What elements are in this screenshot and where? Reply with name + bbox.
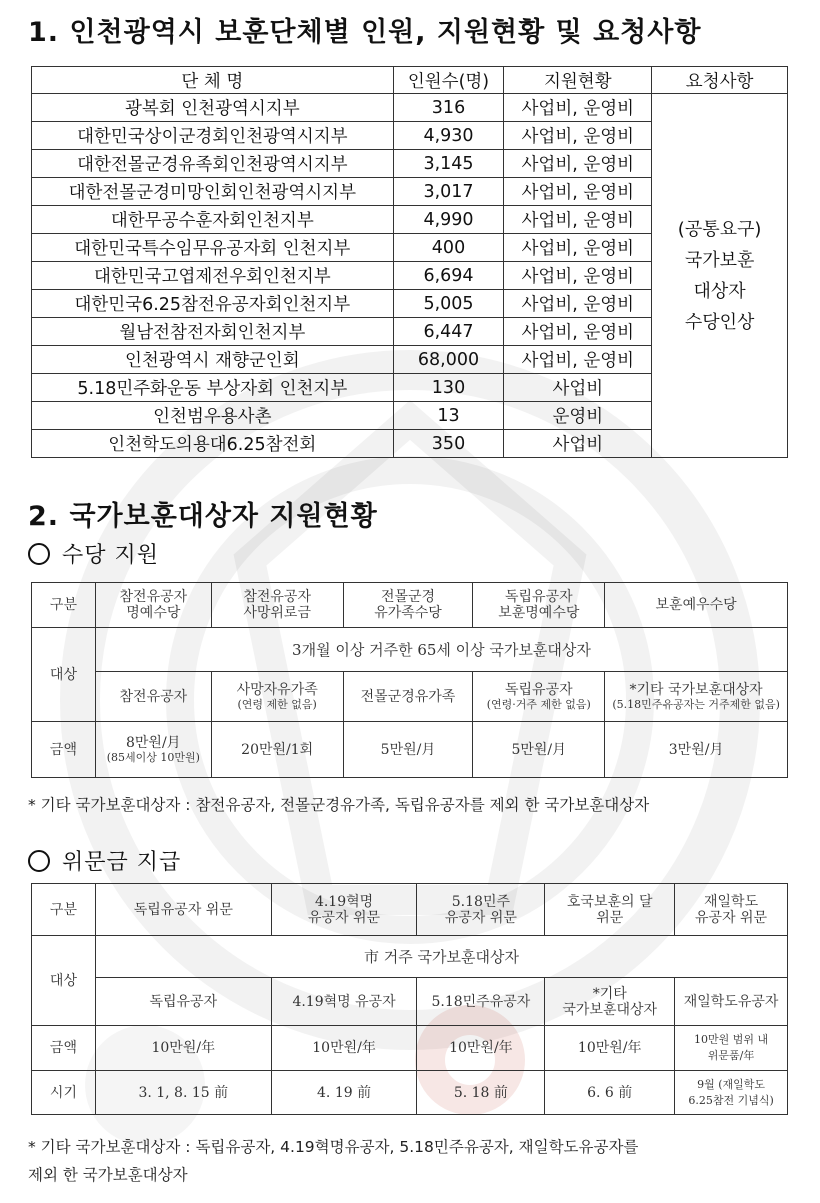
consolation-amount: 10만원/年 bbox=[95, 1026, 271, 1071]
org-name: 인천학도의용대6.25참전회 bbox=[32, 430, 394, 458]
member-count: 4,930 bbox=[393, 122, 504, 150]
org-name: 대한민국상이군경회인천광역시지부 bbox=[32, 122, 394, 150]
table-row bbox=[32, 1026, 788, 1071]
consolation-header: 재일학도 유공자 위문 bbox=[675, 884, 788, 936]
request-line: (공통요구) bbox=[677, 218, 762, 240]
request-line: 대상자 bbox=[693, 280, 746, 302]
section-1-title: 1. 인천광역시 보훈단체별 인원, 지원현황 및 요청사항 bbox=[28, 17, 702, 48]
allowance-target: 전몰군경유가족 bbox=[343, 672, 473, 722]
allowance-table bbox=[31, 582, 788, 778]
org-name: 월남전참전자회인천지부 bbox=[32, 318, 394, 346]
label-amount: 금액 bbox=[32, 722, 96, 778]
consolation-header: 독립유공자 위문 bbox=[95, 884, 271, 936]
allowance-target-common: 3개월 이상 거주한 65세 이상 국가보훈대상자 bbox=[95, 628, 787, 672]
header-support: 지원현황 bbox=[504, 67, 652, 94]
allowance-amount: 5만원/月 bbox=[343, 722, 473, 778]
member-count: 3,017 bbox=[393, 178, 504, 206]
table-row bbox=[32, 94, 788, 122]
member-count: 6,447 bbox=[393, 318, 504, 346]
org-name: 인천광역시 재향군인회 bbox=[32, 346, 394, 374]
consolation-header: 호국보훈의 달 위문 bbox=[545, 884, 675, 936]
consolation-time: 3. 1, 8. 15 前 bbox=[95, 1071, 271, 1115]
support-status: 사업비, 운영비 bbox=[504, 206, 652, 234]
label-category: 구분 bbox=[32, 884, 96, 936]
org-name: 대한민국6.25참전유공자회인천지부 bbox=[32, 290, 394, 318]
allowance-target: 참전유공자 bbox=[95, 672, 211, 722]
table-row bbox=[32, 978, 788, 1026]
table-row bbox=[32, 628, 788, 672]
allowance-header: 독립유공자 보훈명예수당 bbox=[473, 583, 605, 628]
consolation-target: 4.19혁명 유공자 bbox=[271, 978, 417, 1026]
consolation-amount: 10만원 범위 내 위문품/年 bbox=[675, 1026, 788, 1071]
table-row bbox=[32, 1071, 788, 1115]
member-count: 6,694 bbox=[393, 262, 504, 290]
table-row bbox=[32, 884, 788, 936]
header-count: 인원수(명) bbox=[393, 67, 504, 94]
consolation-target: *기타 국가보훈대상자 bbox=[545, 978, 675, 1026]
table-row bbox=[32, 672, 788, 722]
org-name: 대한민국특수임무유공자회 인천지부 bbox=[32, 234, 394, 262]
label-time: 시기 bbox=[32, 1071, 96, 1115]
consolation-time: 9월 (재일학도 6.25참전 기념식) bbox=[675, 1071, 788, 1115]
consolation-time: 6. 6 前 bbox=[545, 1071, 675, 1115]
consolation-amount: 10만원/年 bbox=[271, 1026, 417, 1071]
circle-bullet-icon bbox=[28, 850, 50, 872]
member-count: 5,005 bbox=[393, 290, 504, 318]
support-status: 사업비, 운영비 bbox=[504, 178, 652, 206]
allowance-header: 보훈예우수당 bbox=[605, 583, 788, 628]
support-status: 사업비 bbox=[504, 374, 652, 402]
org-name: 5.18민주화운동 부상자회 인천지부 bbox=[32, 374, 394, 402]
request-line: 국가보훈 bbox=[684, 249, 755, 271]
consolation-target-common: 市 거주 국가보훈대상자 bbox=[95, 936, 787, 978]
consolation-table bbox=[31, 883, 788, 1115]
member-count: 400 bbox=[393, 234, 504, 262]
member-count: 350 bbox=[393, 430, 504, 458]
support-status: 사업비 bbox=[504, 430, 652, 458]
org-name: 인천범우용사촌 bbox=[32, 402, 394, 430]
allowance-amount: 3만원/月 bbox=[605, 722, 788, 778]
consolation-time: 4. 19 前 bbox=[271, 1071, 417, 1115]
org-name: 대한전몰군경유족회인천광역시지부 bbox=[32, 150, 394, 178]
support-status: 사업비, 운영비 bbox=[504, 346, 652, 374]
section-2-title: 2. 국가보훈대상자 지원현황 bbox=[28, 501, 378, 532]
allowance-footnote: * 기타 국가보훈대상자 : 참전유공자, 전몰군경유가족, 독립유공자를 제외 한 국가보훈대상자 bbox=[28, 796, 650, 814]
label-target: 대상 bbox=[32, 628, 96, 722]
table-row bbox=[32, 936, 788, 978]
support-status: 사업비, 운영비 bbox=[504, 318, 652, 346]
consolation-header: 4.19혁명 유공자 위문 bbox=[271, 884, 417, 936]
allowance-amount: 8만원/月 (85세이상 10만원) bbox=[95, 722, 211, 778]
request-cell bbox=[652, 94, 788, 458]
consolation-target: 독립유공자 bbox=[95, 978, 271, 1026]
label-amount: 금액 bbox=[32, 1026, 96, 1071]
consolation-target: 5.18민주유공자 bbox=[417, 978, 545, 1026]
circle-bullet-icon bbox=[28, 543, 50, 565]
support-status: 운영비 bbox=[504, 402, 652, 430]
request-line: 수당인상 bbox=[684, 311, 755, 333]
allowance-amount: 5만원/月 bbox=[473, 722, 605, 778]
support-status: 사업비, 운영비 bbox=[504, 262, 652, 290]
consolation-amount: 10만원/年 bbox=[545, 1026, 675, 1071]
consolation-amount: 10만원/年 bbox=[417, 1026, 545, 1071]
org-name: 대한민국고엽제전우회인천지부 bbox=[32, 262, 394, 290]
consolation-time: 5. 18 前 bbox=[417, 1071, 545, 1115]
allowance-header: 전몰군경 유가족수당 bbox=[343, 583, 473, 628]
consolation-subtitle: 위문금 지급 bbox=[28, 845, 181, 876]
consolation-target: 재일학도유공자 bbox=[675, 978, 788, 1026]
support-status: 사업비, 운영비 bbox=[504, 150, 652, 178]
org-name: 대한전몰군경미망인회인천광역시지부 bbox=[32, 178, 394, 206]
allowance-header: 참전유공자 사망위로금 bbox=[211, 583, 343, 628]
organization-table bbox=[31, 66, 788, 458]
label-category: 구분 bbox=[32, 583, 96, 628]
support-status: 사업비, 운영비 bbox=[504, 234, 652, 262]
member-count: 316 bbox=[393, 94, 504, 122]
allowance-target: 사망자유가족 (연령 제한 없음) bbox=[211, 672, 343, 722]
allowance-header: 참전유공자 명예수당 bbox=[95, 583, 211, 628]
support-status: 사업비, 운영비 bbox=[504, 94, 652, 122]
member-count: 68,000 bbox=[393, 346, 504, 374]
org-name: 대한무공수훈자회인천지부 bbox=[32, 206, 394, 234]
consolation-footnote-line2: 제외 한 국가보훈대상자 bbox=[28, 1166, 188, 1184]
allowance-target: 독립유공자 (연령·거주 제한 없음) bbox=[473, 672, 605, 722]
table-header-row bbox=[32, 67, 788, 94]
table-row bbox=[32, 583, 788, 628]
support-status: 사업비, 운영비 bbox=[504, 290, 652, 318]
consolation-header: 5.18민주 유공자 위문 bbox=[417, 884, 545, 936]
allowance-amount: 20만원/1회 bbox=[211, 722, 343, 778]
header-org-name: 단 체 명 bbox=[32, 67, 394, 94]
member-count: 13 bbox=[393, 402, 504, 430]
member-count: 4,990 bbox=[393, 206, 504, 234]
allowance-target: *기타 국가보훈대상자 (5.18민주유공자는 거주제한 없음) bbox=[605, 672, 788, 722]
consolation-footnote-line1: * 기타 국가보훈대상자 : 독립유공자, 4.19혁명유공자, 5.18민주유공자, 재일학도유공자를 bbox=[28, 1138, 639, 1156]
member-count: 3,145 bbox=[393, 150, 504, 178]
org-name: 광복회 인천광역시지부 bbox=[32, 94, 394, 122]
allowance-subtitle: 수당 지원 bbox=[28, 538, 159, 569]
header-request: 요청사항 bbox=[652, 67, 788, 94]
label-target: 대상 bbox=[32, 936, 96, 1026]
member-count: 130 bbox=[393, 374, 504, 402]
table-row bbox=[32, 722, 788, 778]
support-status: 사업비, 운영비 bbox=[504, 122, 652, 150]
